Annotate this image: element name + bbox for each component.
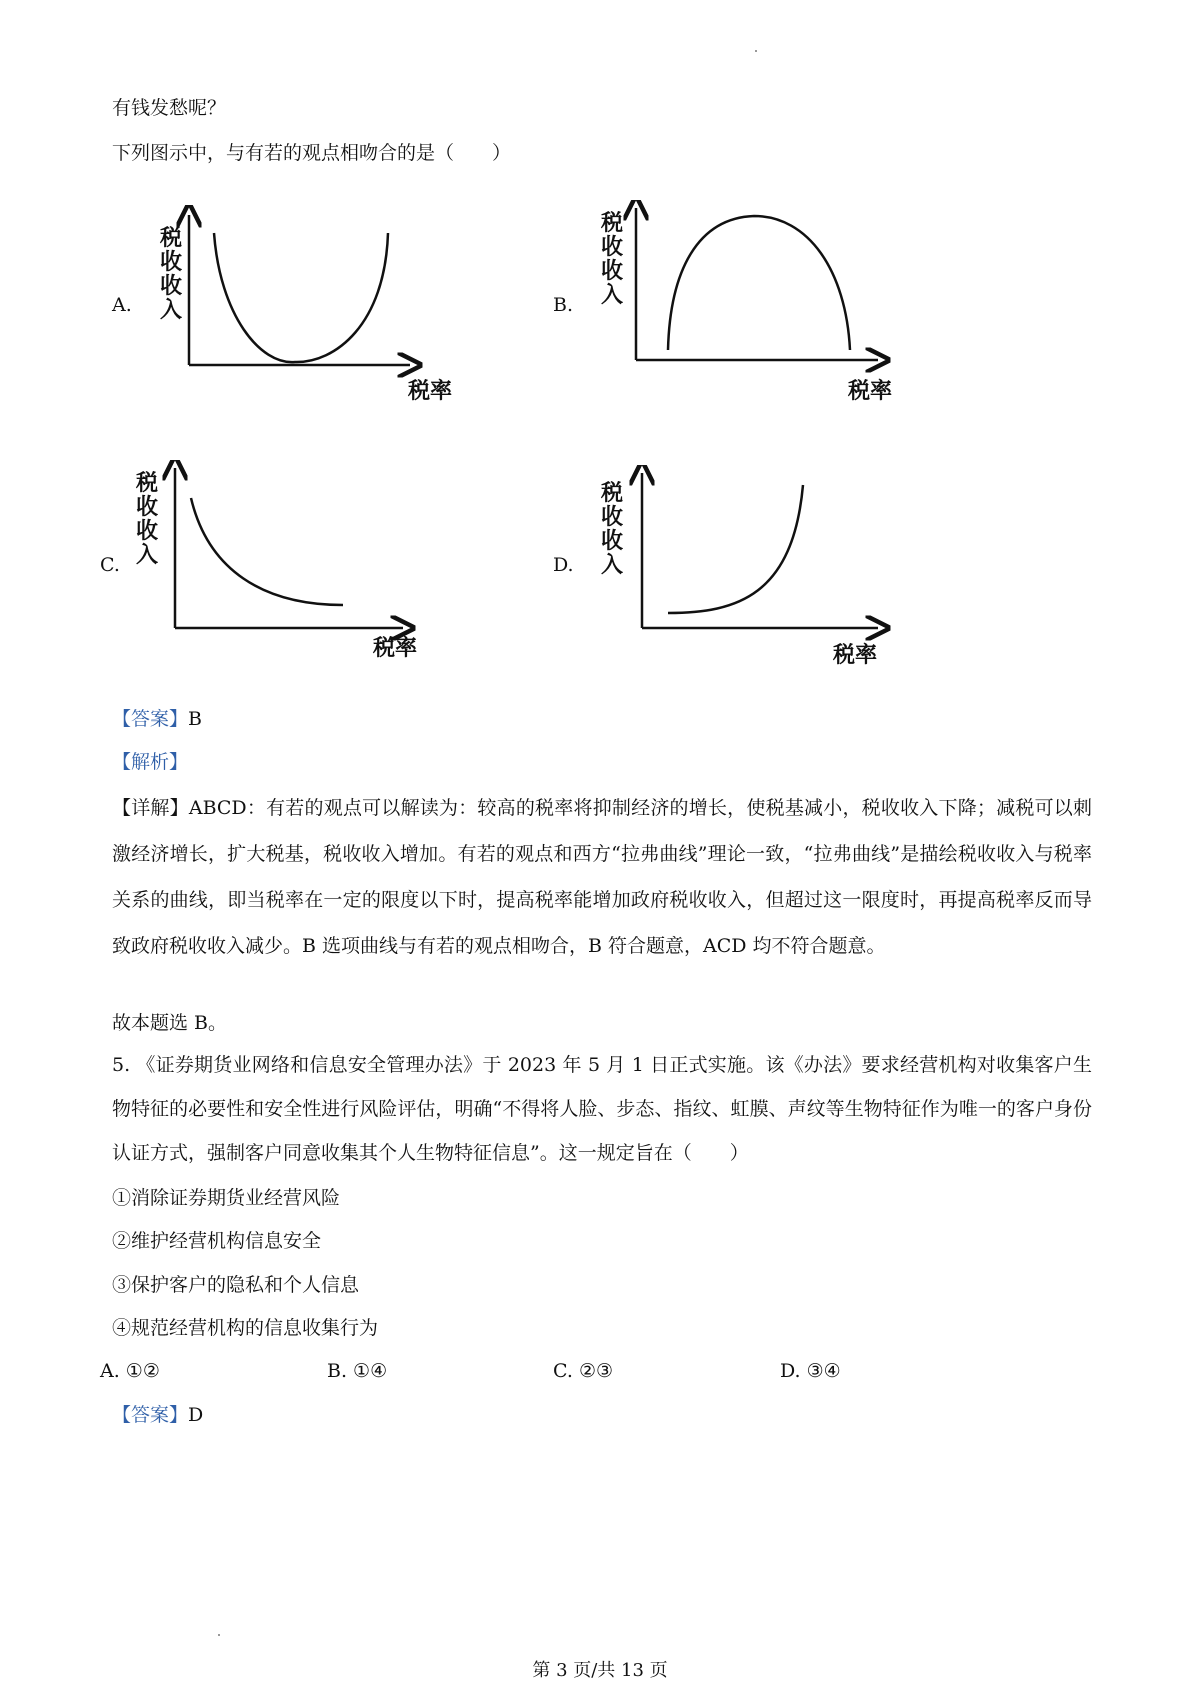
scan-dot xyxy=(755,50,757,52)
answer-tag: 【答案】 xyxy=(112,708,189,730)
analysis-tag: 【解析】 xyxy=(112,751,189,773)
ylabel-char: 入 xyxy=(601,282,624,308)
ylabel-char: 入 xyxy=(136,542,159,568)
ylabel-char: 收 xyxy=(601,258,624,284)
curve-u-shape xyxy=(214,233,388,362)
ylabel-char: 收 xyxy=(136,518,159,544)
ylabel-char: 入 xyxy=(601,552,624,578)
xlabel: 税率 xyxy=(833,642,878,668)
chart-a xyxy=(140,205,460,410)
intro-tail-text: 有钱发愁呢？ xyxy=(112,97,227,119)
detail-paragraph xyxy=(112,785,1092,969)
scan-dot xyxy=(218,1634,220,1636)
question-stem: 下列图示中，与有若的观点相吻合的是（ ） xyxy=(112,142,512,164)
chart-b xyxy=(598,200,918,410)
q5-statement-1: ①消除证券期货业经营风险 xyxy=(112,1187,341,1209)
q5-stem: 5. 《证券期货业网络和信息安全管理办法》于 2023 年 5 月 1 日正式实施。该《办法》要求经营机构对收集客户生物特征的必要性和安全性进行风险评估，明确“不得将人脸、步态、指纹、虹膜、声纹等生物特征作为唯一的客户身份认证方式，强制客户同意收集其个人生物特征信息”。这一规定旨在（ ） xyxy=(112,1054,1092,1164)
chart-c xyxy=(133,460,433,665)
ylabel-char: 收 xyxy=(601,504,624,530)
answer-value: B xyxy=(188,708,202,730)
option-a-label: A. xyxy=(112,294,132,316)
ylabel-char: 收 xyxy=(136,494,159,520)
detail-tag: 【详解】 xyxy=(112,797,189,819)
ylabel-char: 收 xyxy=(601,528,624,554)
xlabel: 税率 xyxy=(373,635,418,661)
q5-option-b: B. ①④ xyxy=(327,1360,388,1382)
xlabel: 税率 xyxy=(408,378,453,404)
ylabel-char: 收 xyxy=(160,249,183,275)
q5-option-c: C. ②③ xyxy=(553,1360,614,1382)
ylabel-char: 收 xyxy=(160,273,183,299)
answer-tag: 【答案】 xyxy=(112,1404,189,1426)
ylabel-char: 税 xyxy=(160,225,183,251)
ylabel-char: 入 xyxy=(160,297,183,323)
q5-option-a: A. ①② xyxy=(100,1360,160,1382)
conclusion-text: 故本题选 B。 xyxy=(112,1012,228,1034)
option-b-label: B. xyxy=(553,294,574,316)
page-footer: 第 3 页/共 13 页 xyxy=(532,1660,668,1681)
curve-inverted-u xyxy=(668,216,850,350)
curve-decreasing xyxy=(191,498,343,605)
answer-line-q5 xyxy=(112,1403,203,1427)
ylabel-char: 税 xyxy=(601,480,624,506)
q5-option-d: D. ③④ xyxy=(780,1360,841,1382)
option-c-label: C. xyxy=(100,554,120,576)
q5-statement-3: ③保护客户的隐私和个人信息 xyxy=(112,1274,360,1296)
detail-text: ABCD：有若的观点可以解读为：较高的税率将抑制经济的增长，使税基减小，税收收入下降；减税可以刺激经济增长，扩大税基，税收收入增加。有若的观点和西方“拉弗曲线”理论一致，“拉弗曲线”是描绘税收收入与税率关系的曲线，即当税率在一定的限度以下时，提高税率能增加政府税收收入，但超过这一限度时，再提高税率反而导致政府税收收入减少。B 选项曲线与有若的观点相吻合，B 符合题意，ACD 均不符合题意。 xyxy=(112,797,1092,957)
ylabel-char: 税 xyxy=(601,210,624,236)
q5-statement-4: ④规范经营机构的信息收集行为 xyxy=(112,1317,379,1339)
q5-statement-2: ②维护经营机构信息安全 xyxy=(112,1230,322,1252)
xlabel: 税率 xyxy=(848,378,893,404)
answer-value: D xyxy=(188,1404,204,1426)
ylabel-char: 税 xyxy=(136,470,159,496)
chart-d xyxy=(598,465,918,675)
curve-increasing xyxy=(668,485,803,613)
ylabel-char: 收 xyxy=(601,234,624,260)
option-d-label: D. xyxy=(553,554,574,576)
answer-line-q4 xyxy=(112,707,202,731)
